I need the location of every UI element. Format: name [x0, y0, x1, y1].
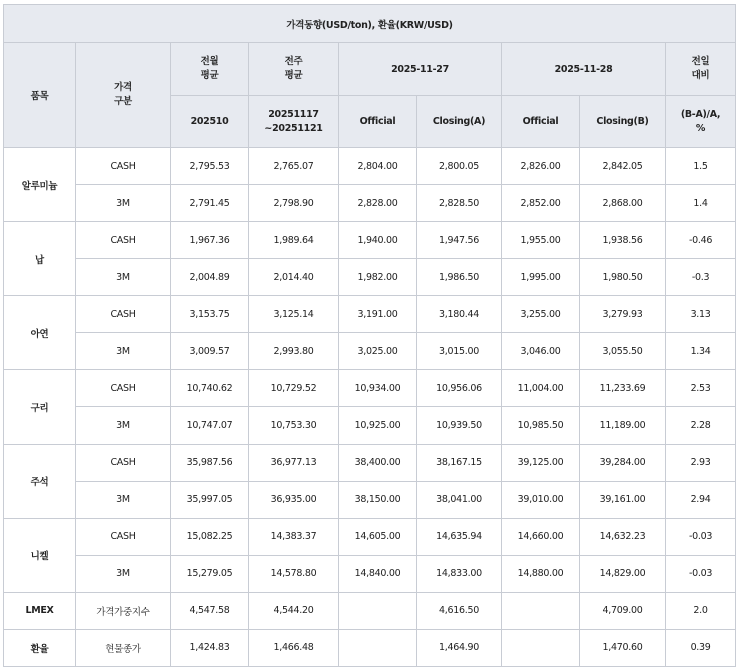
item-name-cell: LMEX [4, 592, 76, 629]
table-row [4, 333, 736, 370]
closing-b-cell: 14,829.00 [580, 555, 666, 592]
price-type-cell: 3M [76, 555, 171, 592]
prev-month-cell: 10,740.62 [171, 370, 249, 407]
change-cell: 1.34 [666, 333, 736, 370]
closing-a-cell: 4,616.50 [417, 592, 502, 629]
closing-a-cell: 14,635.94 [417, 518, 502, 555]
header-prev-week-period [249, 96, 339, 148]
header-official-b: Official [502, 96, 580, 148]
header-change-line1: (B-A)/A, [680, 108, 721, 120]
closing-a-cell: 1,464.90 [417, 629, 502, 666]
closing-b-cell: 2,842.05 [580, 148, 666, 185]
prev-week-cell: 14,383.37 [249, 518, 339, 555]
change-cell: 1.5 [666, 148, 736, 185]
prev-month-cell: 35,987.56 [171, 444, 249, 481]
closing-a-cell: 38,167.15 [417, 444, 502, 481]
official-b-cell: 39,010.00 [502, 481, 580, 518]
prev-month-cell: 15,082.25 [171, 518, 249, 555]
prev-month-cell: 2,004.89 [171, 259, 249, 296]
price-type-cell: 3M [76, 481, 171, 518]
official-a-cell: 1,982.00 [339, 259, 417, 296]
header-prev-week-line1: 전주 [284, 56, 303, 67]
prev-month-cell: 15,279.05 [171, 555, 249, 592]
official-a-cell: 10,934.00 [339, 370, 417, 407]
price-trend-table [3, 4, 736, 667]
official-b-cell: 11,004.00 [502, 370, 580, 407]
header-change [666, 96, 736, 148]
official-b-cell: 2,852.00 [502, 185, 580, 222]
prev-week-cell: 4,544.20 [249, 592, 339, 629]
official-a-cell: 3,191.00 [339, 296, 417, 333]
closing-b-cell: 11,233.69 [580, 370, 666, 407]
change-cell: 3.13 [666, 296, 736, 333]
prev-month-cell: 3,009.57 [171, 333, 249, 370]
change-cell: 0.39 [666, 629, 736, 666]
table-row [4, 296, 736, 333]
header-prev-day-line1: 전일 [691, 56, 710, 67]
official-a-cell: 1,940.00 [339, 222, 417, 259]
price-type-cell: 3M [76, 259, 171, 296]
table-body [4, 148, 736, 667]
closing-b-cell: 3,279.93 [580, 296, 666, 333]
prev-week-cell: 36,935.00 [249, 481, 339, 518]
header-official-a: Official [339, 96, 417, 148]
official-a-cell: 38,150.00 [339, 481, 417, 518]
table-row [4, 148, 736, 185]
official-a-cell [339, 629, 417, 666]
item-name-cell: 구리 [4, 370, 76, 444]
table-row [4, 407, 736, 444]
prev-month-cell: 3,153.75 [171, 296, 249, 333]
header-closing-b: Closing(B) [580, 96, 666, 148]
official-a-cell: 3,025.00 [339, 333, 417, 370]
header-prev-week [249, 43, 339, 96]
header-prev-month [171, 43, 249, 96]
official-b-cell: 3,046.00 [502, 333, 580, 370]
closing-b-cell: 4,709.00 [580, 592, 666, 629]
closing-b-cell: 3,055.50 [580, 333, 666, 370]
closing-a-cell: 2,828.50 [417, 185, 502, 222]
closing-a-cell: 3,180.44 [417, 296, 502, 333]
header-closing-a: Closing(A) [417, 96, 502, 148]
closing-a-cell: 1,947.56 [417, 222, 502, 259]
official-b-cell: 39,125.00 [502, 444, 580, 481]
price-type-cell: CASH [76, 222, 171, 259]
change-cell: 2.0 [666, 592, 736, 629]
header-prev-day-line2: 대비 [691, 70, 710, 81]
table-row [4, 555, 736, 592]
header-price-type [76, 43, 171, 148]
prev-week-cell: 2,765.07 [249, 148, 339, 185]
price-type-cell: 3M [76, 407, 171, 444]
header-prev-day [666, 43, 736, 96]
header-prev-month-period: 202510 [171, 96, 249, 148]
table-row [4, 592, 736, 629]
prev-month-cell: 10,747.07 [171, 407, 249, 444]
prev-month-cell: 2,791.45 [171, 185, 249, 222]
item-name-cell: 환율 [4, 629, 76, 666]
official-a-cell: 38,400.00 [339, 444, 417, 481]
prev-month-cell: 35,997.05 [171, 481, 249, 518]
change-cell: 1.4 [666, 185, 736, 222]
item-name-cell: 아연 [4, 296, 76, 370]
change-cell: -0.3 [666, 259, 736, 296]
change-cell: 2.94 [666, 481, 736, 518]
official-b-cell: 2,826.00 [502, 148, 580, 185]
prev-month-cell: 1,967.36 [171, 222, 249, 259]
price-type-cell: CASH [76, 518, 171, 555]
table-title: 가격동향(USD/ton), 환율(KRW/USD) [4, 5, 736, 43]
closing-a-cell: 1,986.50 [417, 259, 502, 296]
item-name-cell: 납 [4, 222, 76, 296]
prev-week-cell: 1,989.64 [249, 222, 339, 259]
header-item: 품목 [4, 43, 76, 148]
price-type-cell: 3M [76, 185, 171, 222]
header-date-a: 2025-11-27 [339, 43, 502, 96]
change-cell: -0.03 [666, 518, 736, 555]
header-change-line2: % [695, 122, 706, 134]
official-b-cell: 14,660.00 [502, 518, 580, 555]
closing-b-cell: 11,189.00 [580, 407, 666, 444]
header-price-type-line2: 구분 [114, 96, 132, 107]
item-name-cell: 주석 [4, 444, 76, 518]
header-prev-week-line2: 평균 [284, 70, 303, 81]
prev-month-cell: 1,424.83 [171, 629, 249, 666]
price-type-cell: CASH [76, 444, 171, 481]
table-row [4, 370, 736, 407]
official-a-cell: 10,925.00 [339, 407, 417, 444]
change-cell: 2.93 [666, 444, 736, 481]
header-date-b: 2025-11-28 [502, 43, 666, 96]
header-prev-month-line1: 전월 [200, 56, 219, 67]
closing-a-cell: 3,015.00 [417, 333, 502, 370]
header-price-type-line1: 가격 [114, 82, 132, 93]
header-prev-week-period-line2: ~20251121 [264, 122, 323, 134]
prev-week-cell: 10,729.52 [249, 370, 339, 407]
closing-b-cell: 2,868.00 [580, 185, 666, 222]
closing-a-cell: 2,800.05 [417, 148, 502, 185]
prev-week-cell: 14,578.80 [249, 555, 339, 592]
prev-month-cell: 4,547.58 [171, 592, 249, 629]
prev-week-cell: 2,014.40 [249, 259, 339, 296]
prev-week-cell: 10,753.30 [249, 407, 339, 444]
closing-b-cell: 39,284.00 [580, 444, 666, 481]
closing-b-cell: 1,980.50 [580, 259, 666, 296]
price-type-cell: 가격가중지수 [76, 592, 171, 629]
prev-month-cell: 2,795.53 [171, 148, 249, 185]
prev-week-cell: 1,466.48 [249, 629, 339, 666]
official-a-cell [339, 592, 417, 629]
closing-a-cell: 38,041.00 [417, 481, 502, 518]
official-a-cell: 2,804.00 [339, 148, 417, 185]
price-type-cell: 3M [76, 333, 171, 370]
price-type-cell: CASH [76, 370, 171, 407]
official-b-cell: 14,880.00 [502, 555, 580, 592]
official-a-cell: 14,840.00 [339, 555, 417, 592]
official-b-cell [502, 629, 580, 666]
closing-a-cell: 10,939.50 [417, 407, 502, 444]
change-cell: -0.46 [666, 222, 736, 259]
table-row [4, 481, 736, 518]
header-prev-month-line2: 평균 [200, 70, 219, 81]
price-type-cell: CASH [76, 148, 171, 185]
official-b-cell: 1,955.00 [502, 222, 580, 259]
change-cell: -0.03 [666, 555, 736, 592]
closing-a-cell: 14,833.00 [417, 555, 502, 592]
official-a-cell: 2,828.00 [339, 185, 417, 222]
table-row [4, 222, 736, 259]
table-row [4, 518, 736, 555]
official-b-cell: 1,995.00 [502, 259, 580, 296]
closing-a-cell: 10,956.06 [417, 370, 502, 407]
change-cell: 2.53 [666, 370, 736, 407]
item-name-cell: 알루미늄 [4, 148, 76, 222]
official-b-cell [502, 592, 580, 629]
official-b-cell: 3,255.00 [502, 296, 580, 333]
item-name-cell: 니켈 [4, 518, 76, 592]
price-type-cell: CASH [76, 296, 171, 333]
table-row [4, 629, 736, 666]
official-a-cell: 14,605.00 [339, 518, 417, 555]
prev-week-cell: 3,125.14 [249, 296, 339, 333]
table-row [4, 444, 736, 481]
table-row [4, 185, 736, 222]
closing-b-cell: 1,938.56 [580, 222, 666, 259]
closing-b-cell: 39,161.00 [580, 481, 666, 518]
price-type-cell: 현물종가 [76, 629, 171, 666]
prev-week-cell: 2,993.80 [249, 333, 339, 370]
table-row [4, 259, 736, 296]
prev-week-cell: 36,977.13 [249, 444, 339, 481]
header-prev-week-period-line1: 20251117 [268, 108, 319, 120]
closing-b-cell: 14,632.23 [580, 518, 666, 555]
closing-b-cell: 1,470.60 [580, 629, 666, 666]
change-cell: 2.28 [666, 407, 736, 444]
prev-week-cell: 2,798.90 [249, 185, 339, 222]
official-b-cell: 10,985.50 [502, 407, 580, 444]
